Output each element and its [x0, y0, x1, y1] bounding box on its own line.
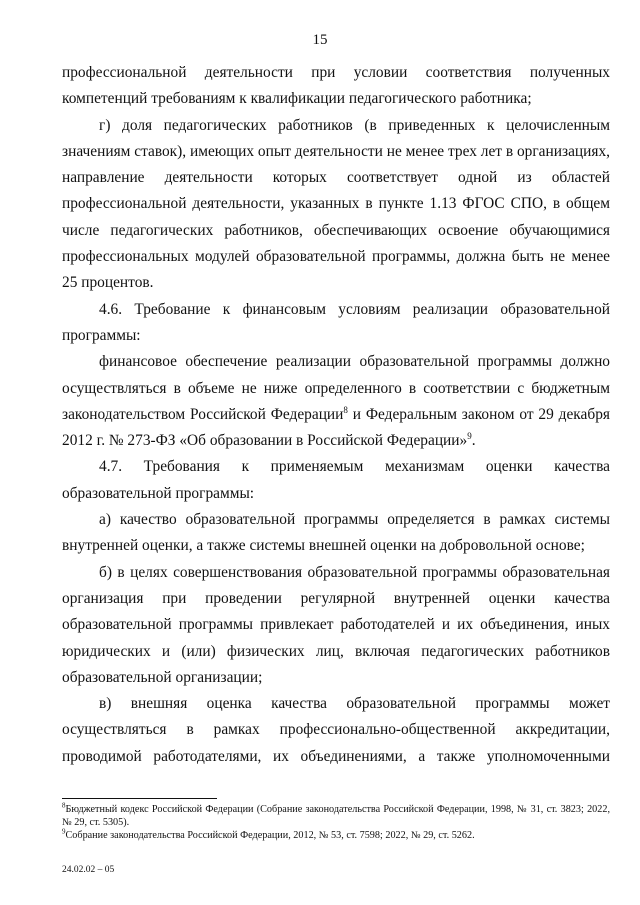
document-code: 24.02.02 – 05 [62, 865, 115, 875]
footnote-mark-9: 9 [62, 827, 66, 836]
paragraph-item-v: в) внешняя оценка качества образовательной программы может осуществляться в рамках профессионально-общественной аккредитации, проводимой работодателями, их объединениями, а также уполномоченными [62, 695, 610, 765]
paragraph-continuation: профессиональной деятельности при условии соответствия полученных компетенций требованиям к квалификации педагогического работника; [62, 64, 610, 108]
paragraph-item-a: а) качество образовательной программы определяется в рамках системы внутренней оценки, а также системы внешней оценки на добровольной основе; [62, 511, 610, 555]
body-text [62, 60, 610, 770]
page-number: 15 [312, 32, 328, 48]
financial-text-part3: . [471, 432, 476, 450]
financial-text-part1: финансовое обеспечение реализации образовательной программы должно осуществляться в объеме не ниже определенного в соответствии с бюджетным законодательством Российской Федерации [62, 353, 610, 423]
footnote-8 [62, 803, 610, 829]
paragraph-section-4-6: 4.6. Требование к финансовым условиям реализации образовательной программы: [62, 300, 610, 344]
footnote-mark-8: 8 [62, 801, 66, 810]
footnotes [62, 798, 610, 842]
paragraph-section-4-7: 4.7. Требования к применяемым механизмам оценки качества образовательной программы: [62, 458, 610, 502]
paragraph-item-b: б) в целях совершенствования образовательной программы образовательная организация при проведении регулярной внутренней оценки качества образовательной программы привлекает работодателей и их объединения, иных юридических и (или) физических лиц, включая педагогических работников образовательной организации; [62, 563, 610, 686]
paragraph-item-g: г) доля педагогических работников (в приведенных к целочисленным значениям ставок), имеющих опыт деятельности не менее трех лет в организациях, направление деятельности которых соответствует одной из областей профессиональной деятельности, указанных в пункте 1.13 ФГОС СПО, в общем числе педагогических работников, обеспечивающих освоение обучающимися профессиональных модулей образовательной программы, должна быть не менее 25 процентов. [62, 116, 610, 292]
paragraph-financial-support [62, 349, 610, 454]
footnote-9 [62, 829, 610, 842]
footnote-8-text: Бюджетный кодекс Российской Федерации (Собрание законодательства Российской Федерации, 1998, № 31, ст. 3823; 2022, № 29, ст. 5305). [62, 804, 610, 828]
footnote-divider [62, 798, 217, 799]
footnote-ref-9[interactable]: 9 [467, 431, 472, 442]
footnote-9-text: Собрание законодательства Российской Федерации, 2012, № 53, ст. 7598; 2022, № 29, ст. 5262. [65, 830, 475, 841]
financial-text-part2: и Федеральным законом от 29 декабря 2012 г. № 273-ФЗ «Об образовании в Российской Федерации» [62, 405, 610, 450]
footnote-ref-8[interactable]: 8 [343, 404, 348, 415]
